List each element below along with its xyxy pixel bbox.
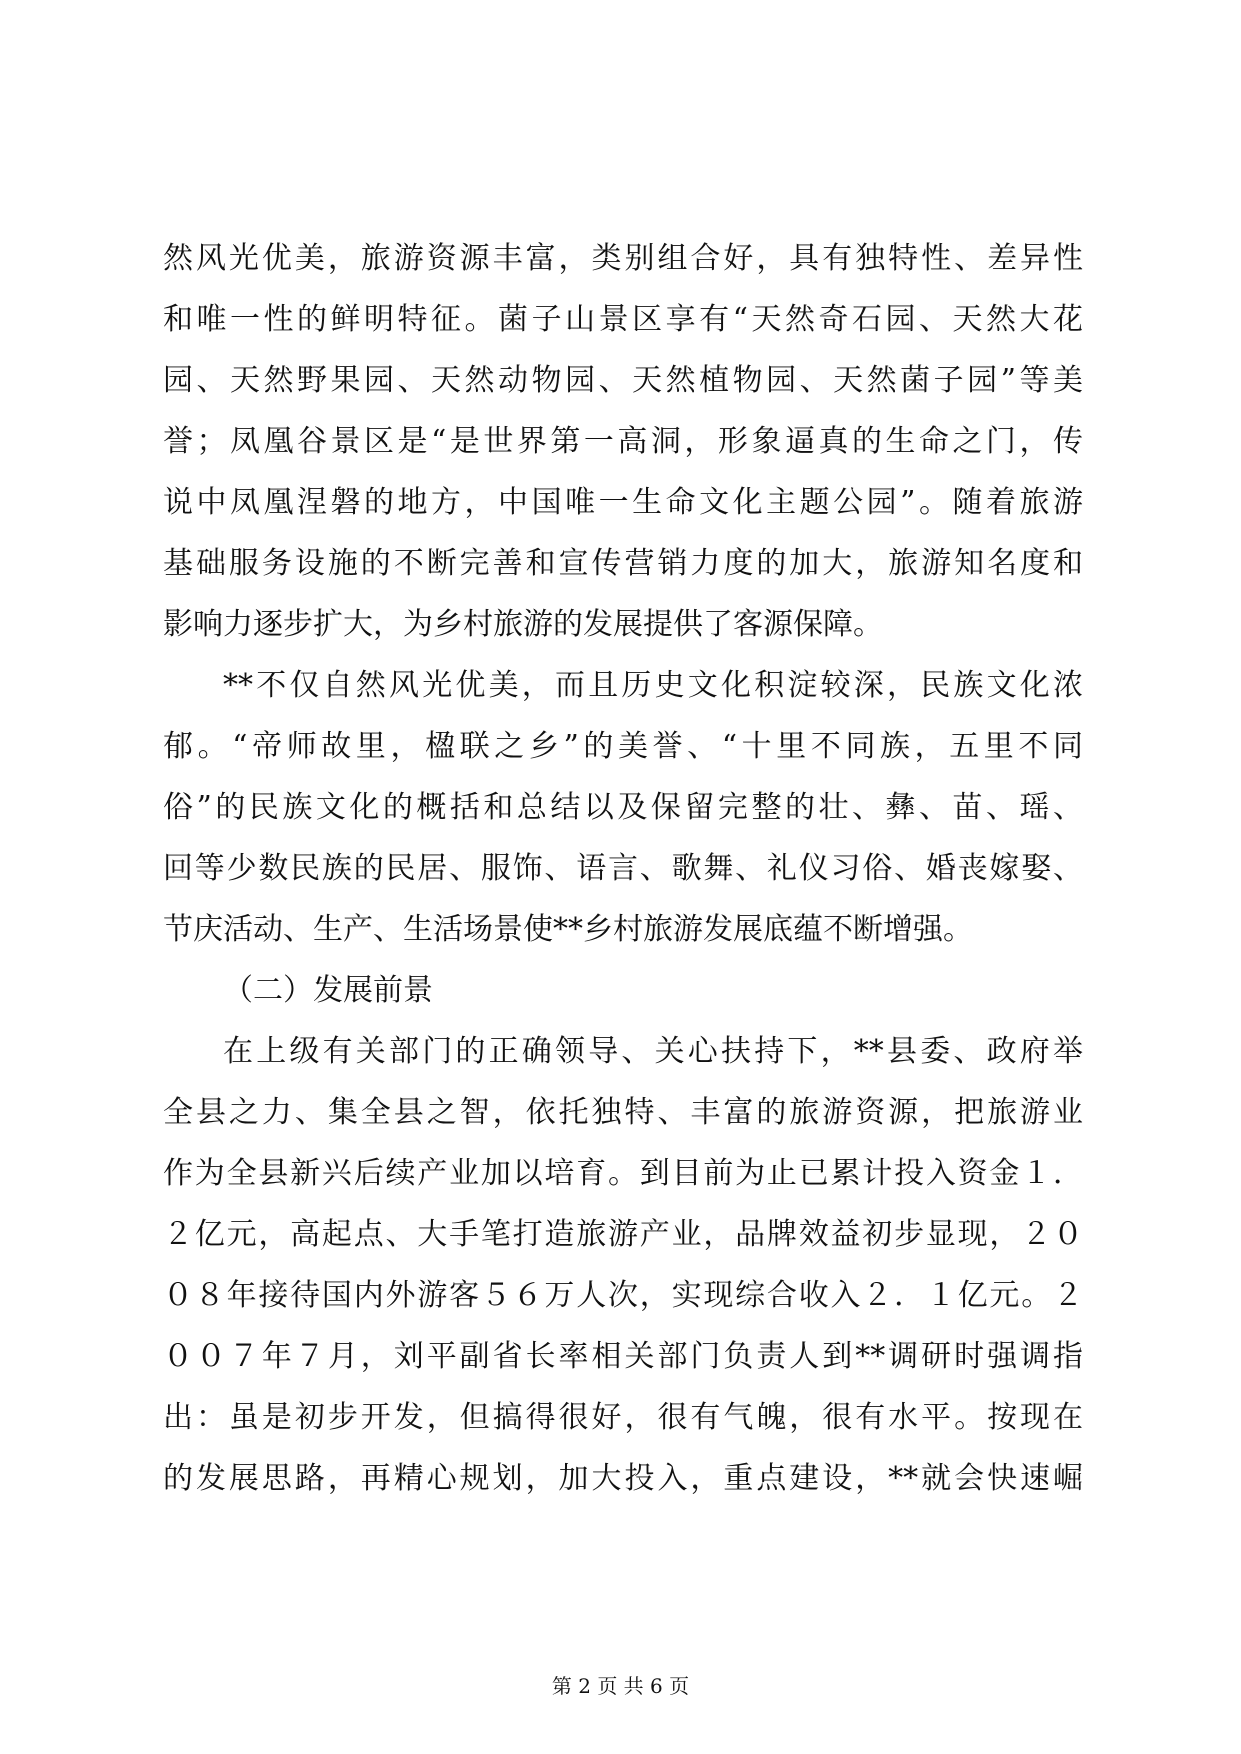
body-line: 誉；凤凰谷景区是“是世界第一高洞，形象逼真的生命之门，传 — [163, 424, 1083, 459]
body-line: 的发展思路，再精心规划，加大投入，重点建设，**就会快速崛 — [163, 1461, 1083, 1496]
body-line: 出：虽是初步开发，但搞得很好，很有气魄，很有水平。按现在 — [163, 1400, 1083, 1435]
body-line: 在上级有关部门的正确领导、关心扶持下，**县委、政府举 — [223, 1034, 1083, 1069]
document-body — [163, 228, 1083, 1509]
body-line: 节庆活动、生产、生活场景使**乡村旅游发展底蕴不断增强。 — [163, 912, 973, 947]
body-line: 郁。“帝师故里，楹联之乡”的美誉、“十里不同族，五里不同 — [163, 729, 1083, 764]
section-heading: （二）发展前景 — [223, 973, 433, 1008]
body-line: 然风光优美，旅游资源丰富，类别组合好，具有独特性、差异性 — [163, 241, 1083, 276]
body-line: ００７年７月，刘平副省长率相关部门负责人到**调研时强调指 — [163, 1339, 1083, 1374]
body-line: ０８年接待国内外游客５６万人次，实现综合收入２．１亿元。２ — [163, 1278, 1083, 1313]
body-line: ２亿元，高起点、大手笔打造旅游产业，品牌效益初步显现，２０ — [163, 1217, 1083, 1252]
body-line: 和唯一性的鲜明特征。菌子山景区享有“天然奇石园、天然大花 — [163, 302, 1083, 337]
body-line: 园、天然野果园、天然动物园、天然植物园、天然菌子园”等美 — [163, 363, 1083, 398]
body-line: 说中凤凰涅磐的地方，中国唯一生命文化主题公园”。随着旅游 — [163, 485, 1083, 520]
body-line: 作为全县新兴后续产业加以培育。到目前为止已累计投入资金１． — [163, 1156, 1083, 1191]
body-line: 影响力逐步扩大，为乡村旅游的发展提供了客源保障。 — [163, 607, 883, 642]
body-line: 基础服务设施的不断完善和宣传营销力度的加大，旅游知名度和 — [163, 546, 1083, 581]
body-line: 俗”的民族文化的概括和总结以及保留完整的壮、彝、苗、瑶、 — [163, 790, 1083, 825]
body-line: **不仅自然风光优美，而且历史文化积淀较深，民族文化浓 — [223, 668, 1083, 703]
body-line: 回等少数民族的民居、服饰、语言、歌舞、礼仪习俗、婚丧嫁娶、 — [163, 851, 1083, 886]
page-number-footer: 第 2 页 共 6 页 — [551, 1674, 690, 1698]
body-line: 全县之力、集全县之智，依托独特、丰富的旅游资源，把旅游业 — [163, 1095, 1083, 1130]
